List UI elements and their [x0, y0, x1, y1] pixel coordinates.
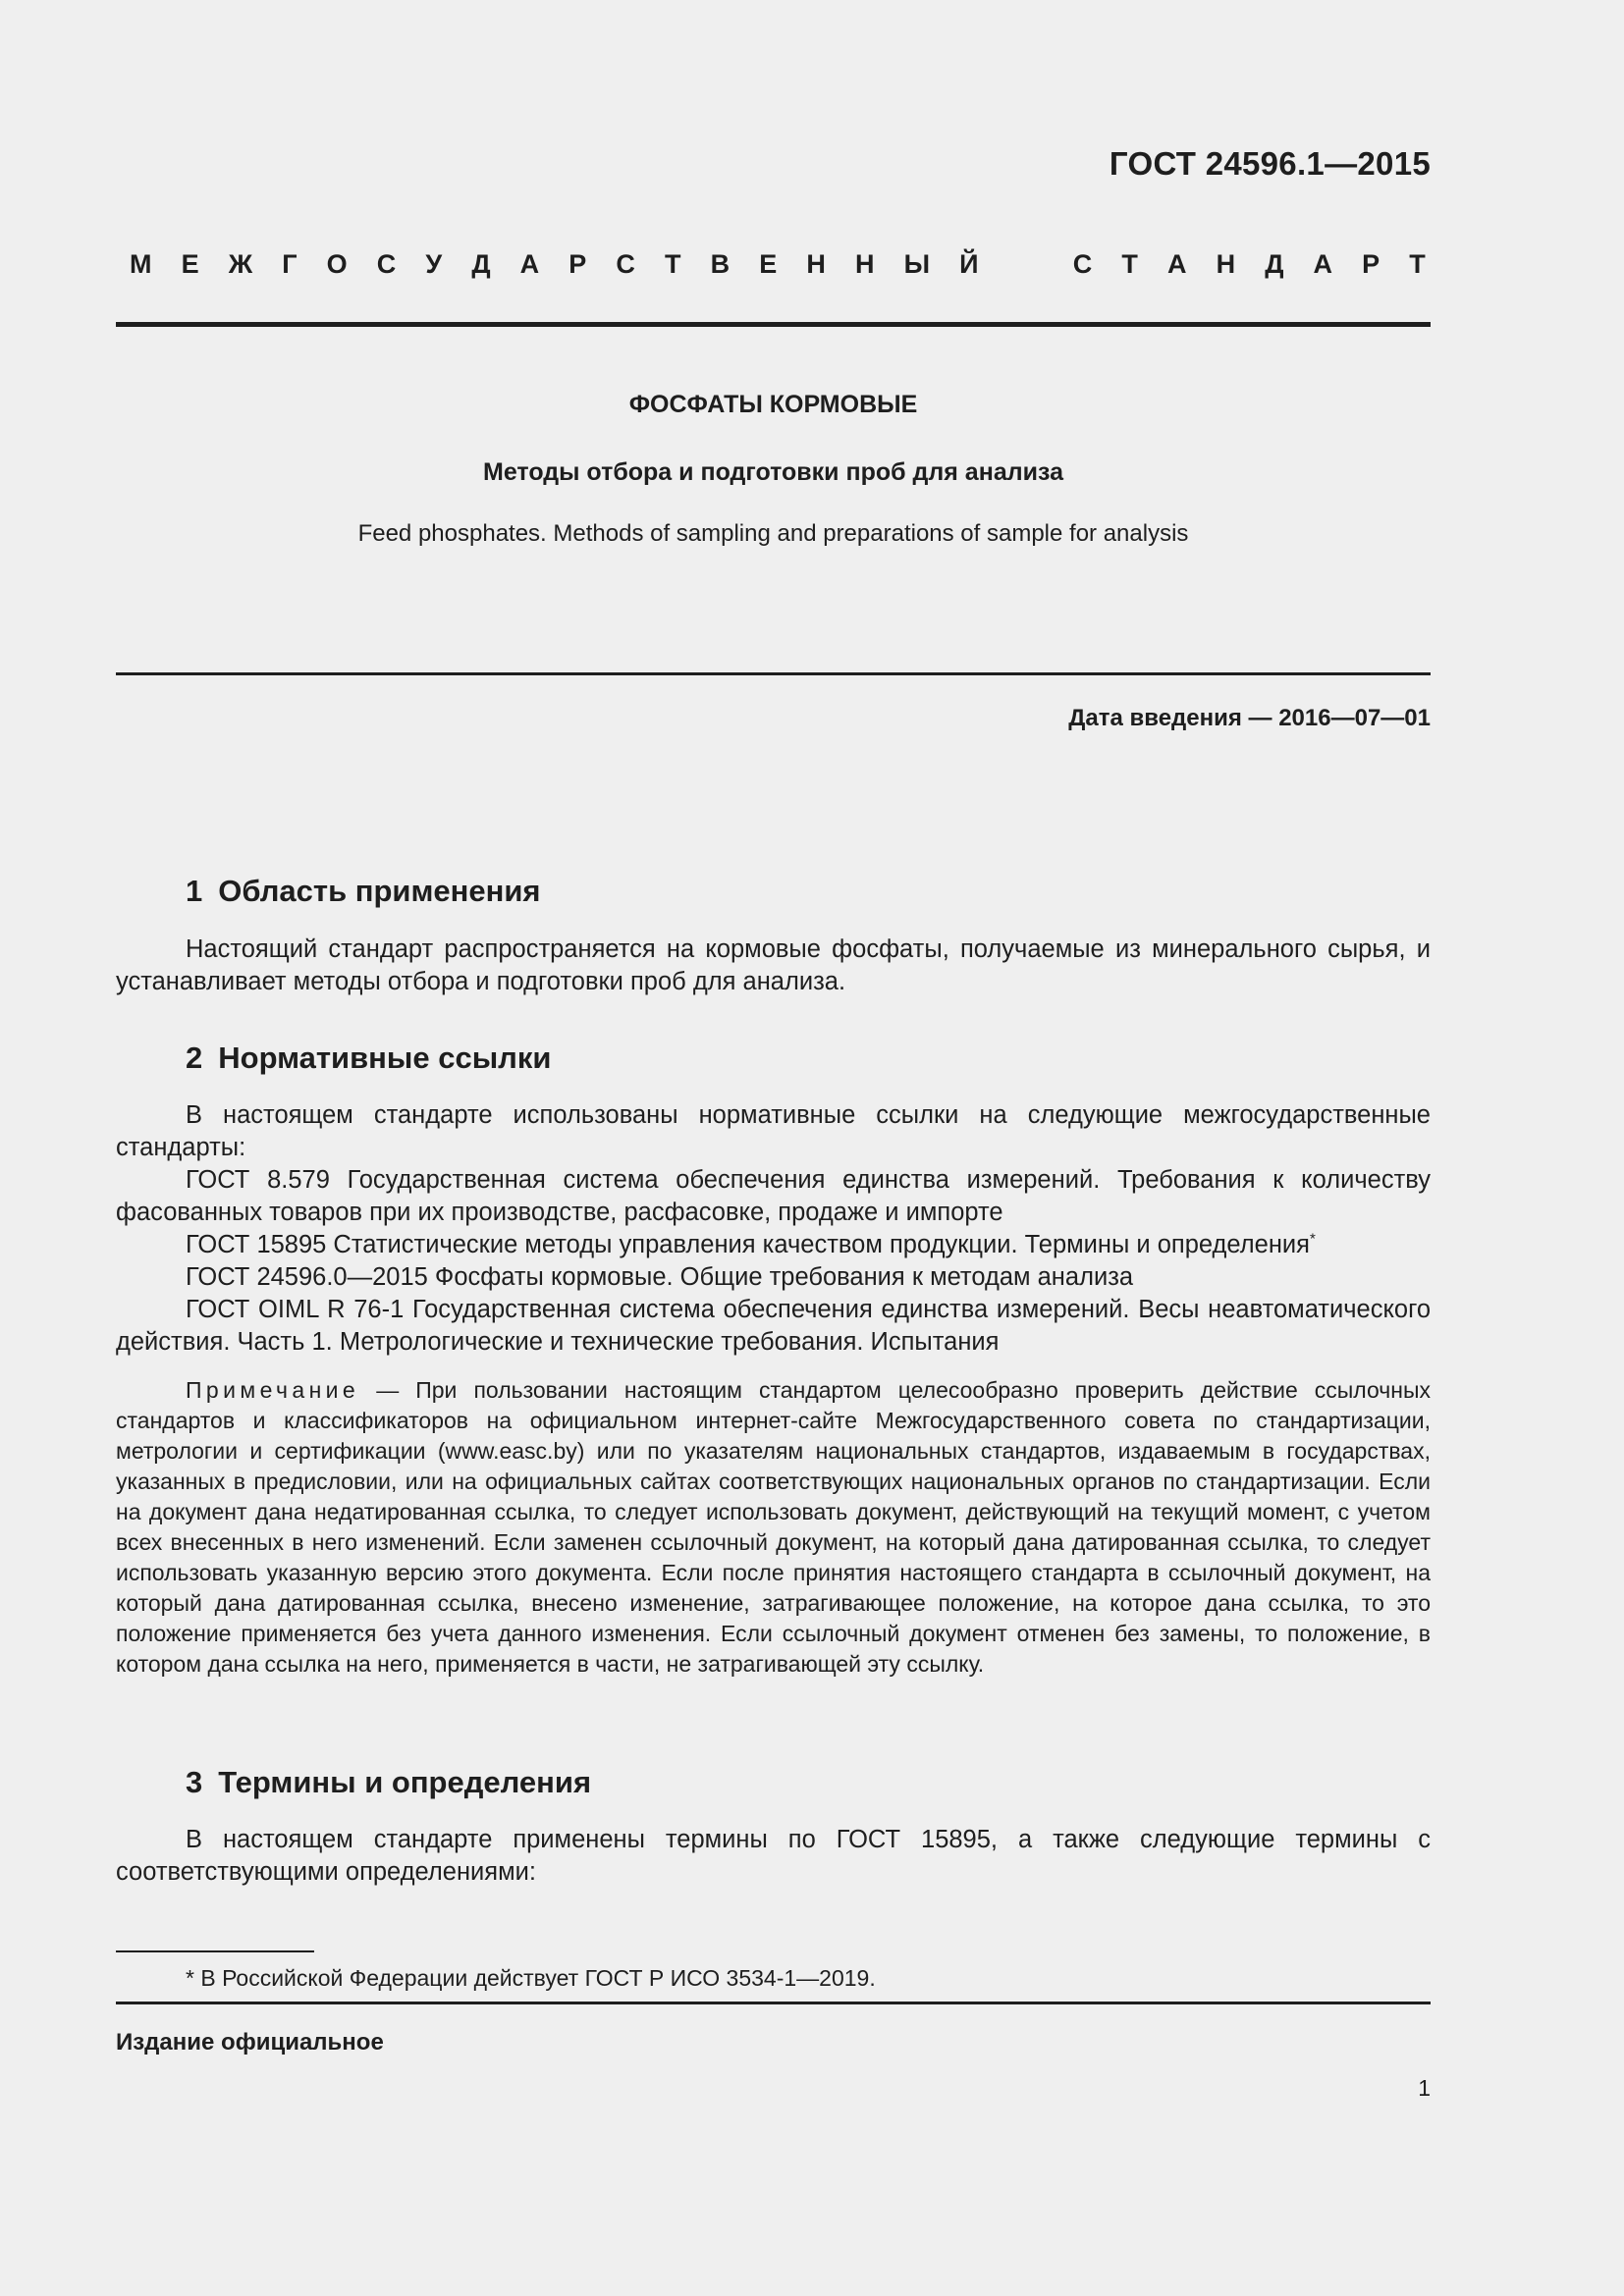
footnote: * В Российской Федерации действует ГОСТ Р ИСО 3534-1—2019.: [186, 1965, 876, 1991]
letter: Т: [1409, 249, 1426, 279]
letter: Р: [568, 249, 587, 279]
interstate-standard-heading: [130, 249, 1426, 280]
letter: С: [376, 249, 397, 279]
section-number: 1: [186, 874, 203, 908]
letter: Г: [282, 249, 298, 279]
section-3-text: [116, 1824, 1431, 1889]
paragraph: В настоящем стандарте применены термины по ГОСТ 15895, а также следующие термины с соответствующими определениями:: [116, 1826, 1431, 1886]
bottom-divider: [116, 2002, 1431, 2004]
footnote-divider: [116, 1950, 314, 1952]
letter: Н: [806, 249, 826, 279]
reference-item: ГОСТ 15895 Статистические методы управления качеством продукции. Термины и определения: [186, 1231, 1310, 1258]
document-title: ФОСФАТЫ КОРМОВЫЕ: [628, 391, 918, 418]
page-number: 1: [1418, 2075, 1431, 2101]
letter: Е: [759, 249, 778, 279]
letter: А: [519, 249, 540, 279]
section-title: Область применения: [218, 874, 541, 908]
letter: А: [1166, 249, 1187, 279]
letter: У: [425, 249, 443, 279]
letter: С: [1072, 249, 1093, 279]
section-1-text: [116, 934, 1431, 998]
letter: Е: [181, 249, 199, 279]
section-number: 2: [186, 1041, 203, 1075]
letter: Н: [1216, 249, 1236, 279]
normative-references: [116, 1099, 1431, 1359]
section-2-heading: [186, 1041, 551, 1076]
letter: С: [616, 249, 635, 279]
top-divider: [116, 322, 1431, 327]
reference-item: ГОСТ OIML R 76-1 Государственная система обеспечения единства измерений. Весы неавтоматического действия. Часть 1. Метрологические и технические требования. Испытания: [116, 1296, 1431, 1356]
document-code: ГОСТ 24596.1—2015: [1109, 145, 1431, 182]
paragraph: В настоящем стандарте использованы нормативные ссылки на следующие межгосударственные стандарты:: [116, 1101, 1431, 1161]
letter: О: [326, 249, 348, 279]
letter: Д: [471, 249, 491, 279]
section-title: Нормативные ссылки: [218, 1041, 552, 1075]
english-title: Feed phosphates. Methods of sampling and preparations of sample for analysis: [357, 520, 1189, 547]
note-block: [116, 1375, 1431, 1680]
paragraph: Настоящий стандарт распространяется на кормовые фосфаты, получаемые из минерального сырья, и устанавливает методы отбора и подготовки проб для анализа.: [116, 935, 1431, 995]
title-divider: [116, 672, 1431, 675]
letter: Ы: [903, 249, 931, 279]
letter: Т: [665, 249, 681, 279]
note-text: — При пользовании настоящим стандартом целесообразно проверить действие ссылочных стандартов и классификаторов на официальном интернет-сайте Межгосударственного совета по стандартизации, метрологии и сертификации (www.easc.by) или по указателям национальных стандартов, издаваемым в государствах, указанных в предисловии, или на официальных сайтах соответствующих национальных органов по стандартизации. Если на документ дана недатированная ссылка, то следует использовать документ, действующий на текущий момент, с учетом всех внесенных в него изменений. Если заменен ссылочный документ, на который дана датированная ссылка, то следует использовать указанную версию этого документа. Если после принятия настоящего стандарта в ссылочный документ, на который дана датированная ссылка, внесено изменение, затрагивающее положение, на которое дана ссылка, то это положение применяется без учета данного изменения. Если ссылочный документ отменен без замены, то положение, в котором дана ссылка на него, применяется в части, не затрагивающей эту ссылку.: [116, 1377, 1431, 1677]
footnote-mark: *: [1309, 1230, 1316, 1248]
letter: Н: [854, 249, 875, 279]
section-3-heading: [186, 1765, 591, 1800]
letter: М: [130, 249, 152, 279]
document-subtitle: Методы отбора и подготовки проб для анализа: [483, 458, 1063, 486]
letter: Р: [1362, 249, 1380, 279]
introduction-date: Дата введения — 2016—07—01: [1068, 705, 1431, 731]
section-1-heading: [186, 874, 541, 909]
edition-label: Издание официальное: [116, 2029, 384, 2056]
letter: Й: [959, 249, 979, 279]
section-title: Термины и определения: [218, 1765, 592, 1799]
note-label: Примечание: [186, 1377, 360, 1403]
letter: В: [710, 249, 731, 279]
section-number: 3: [186, 1765, 203, 1799]
letter: А: [1313, 249, 1333, 279]
reference-item: ГОСТ 24596.0—2015 Фосфаты кормовые. Общие требования к методам анализа: [186, 1263, 1134, 1291]
reference-item: ГОСТ 8.579 Государственная система обеспечения единства измерений. Требования к количеству фасованных товаров при их производстве, расфасовке, продаже и импорте: [116, 1166, 1431, 1226]
letter: Д: [1265, 249, 1284, 279]
word-gap: [1008, 249, 1044, 280]
letter: Ж: [228, 249, 253, 279]
letter: Т: [1121, 249, 1138, 279]
